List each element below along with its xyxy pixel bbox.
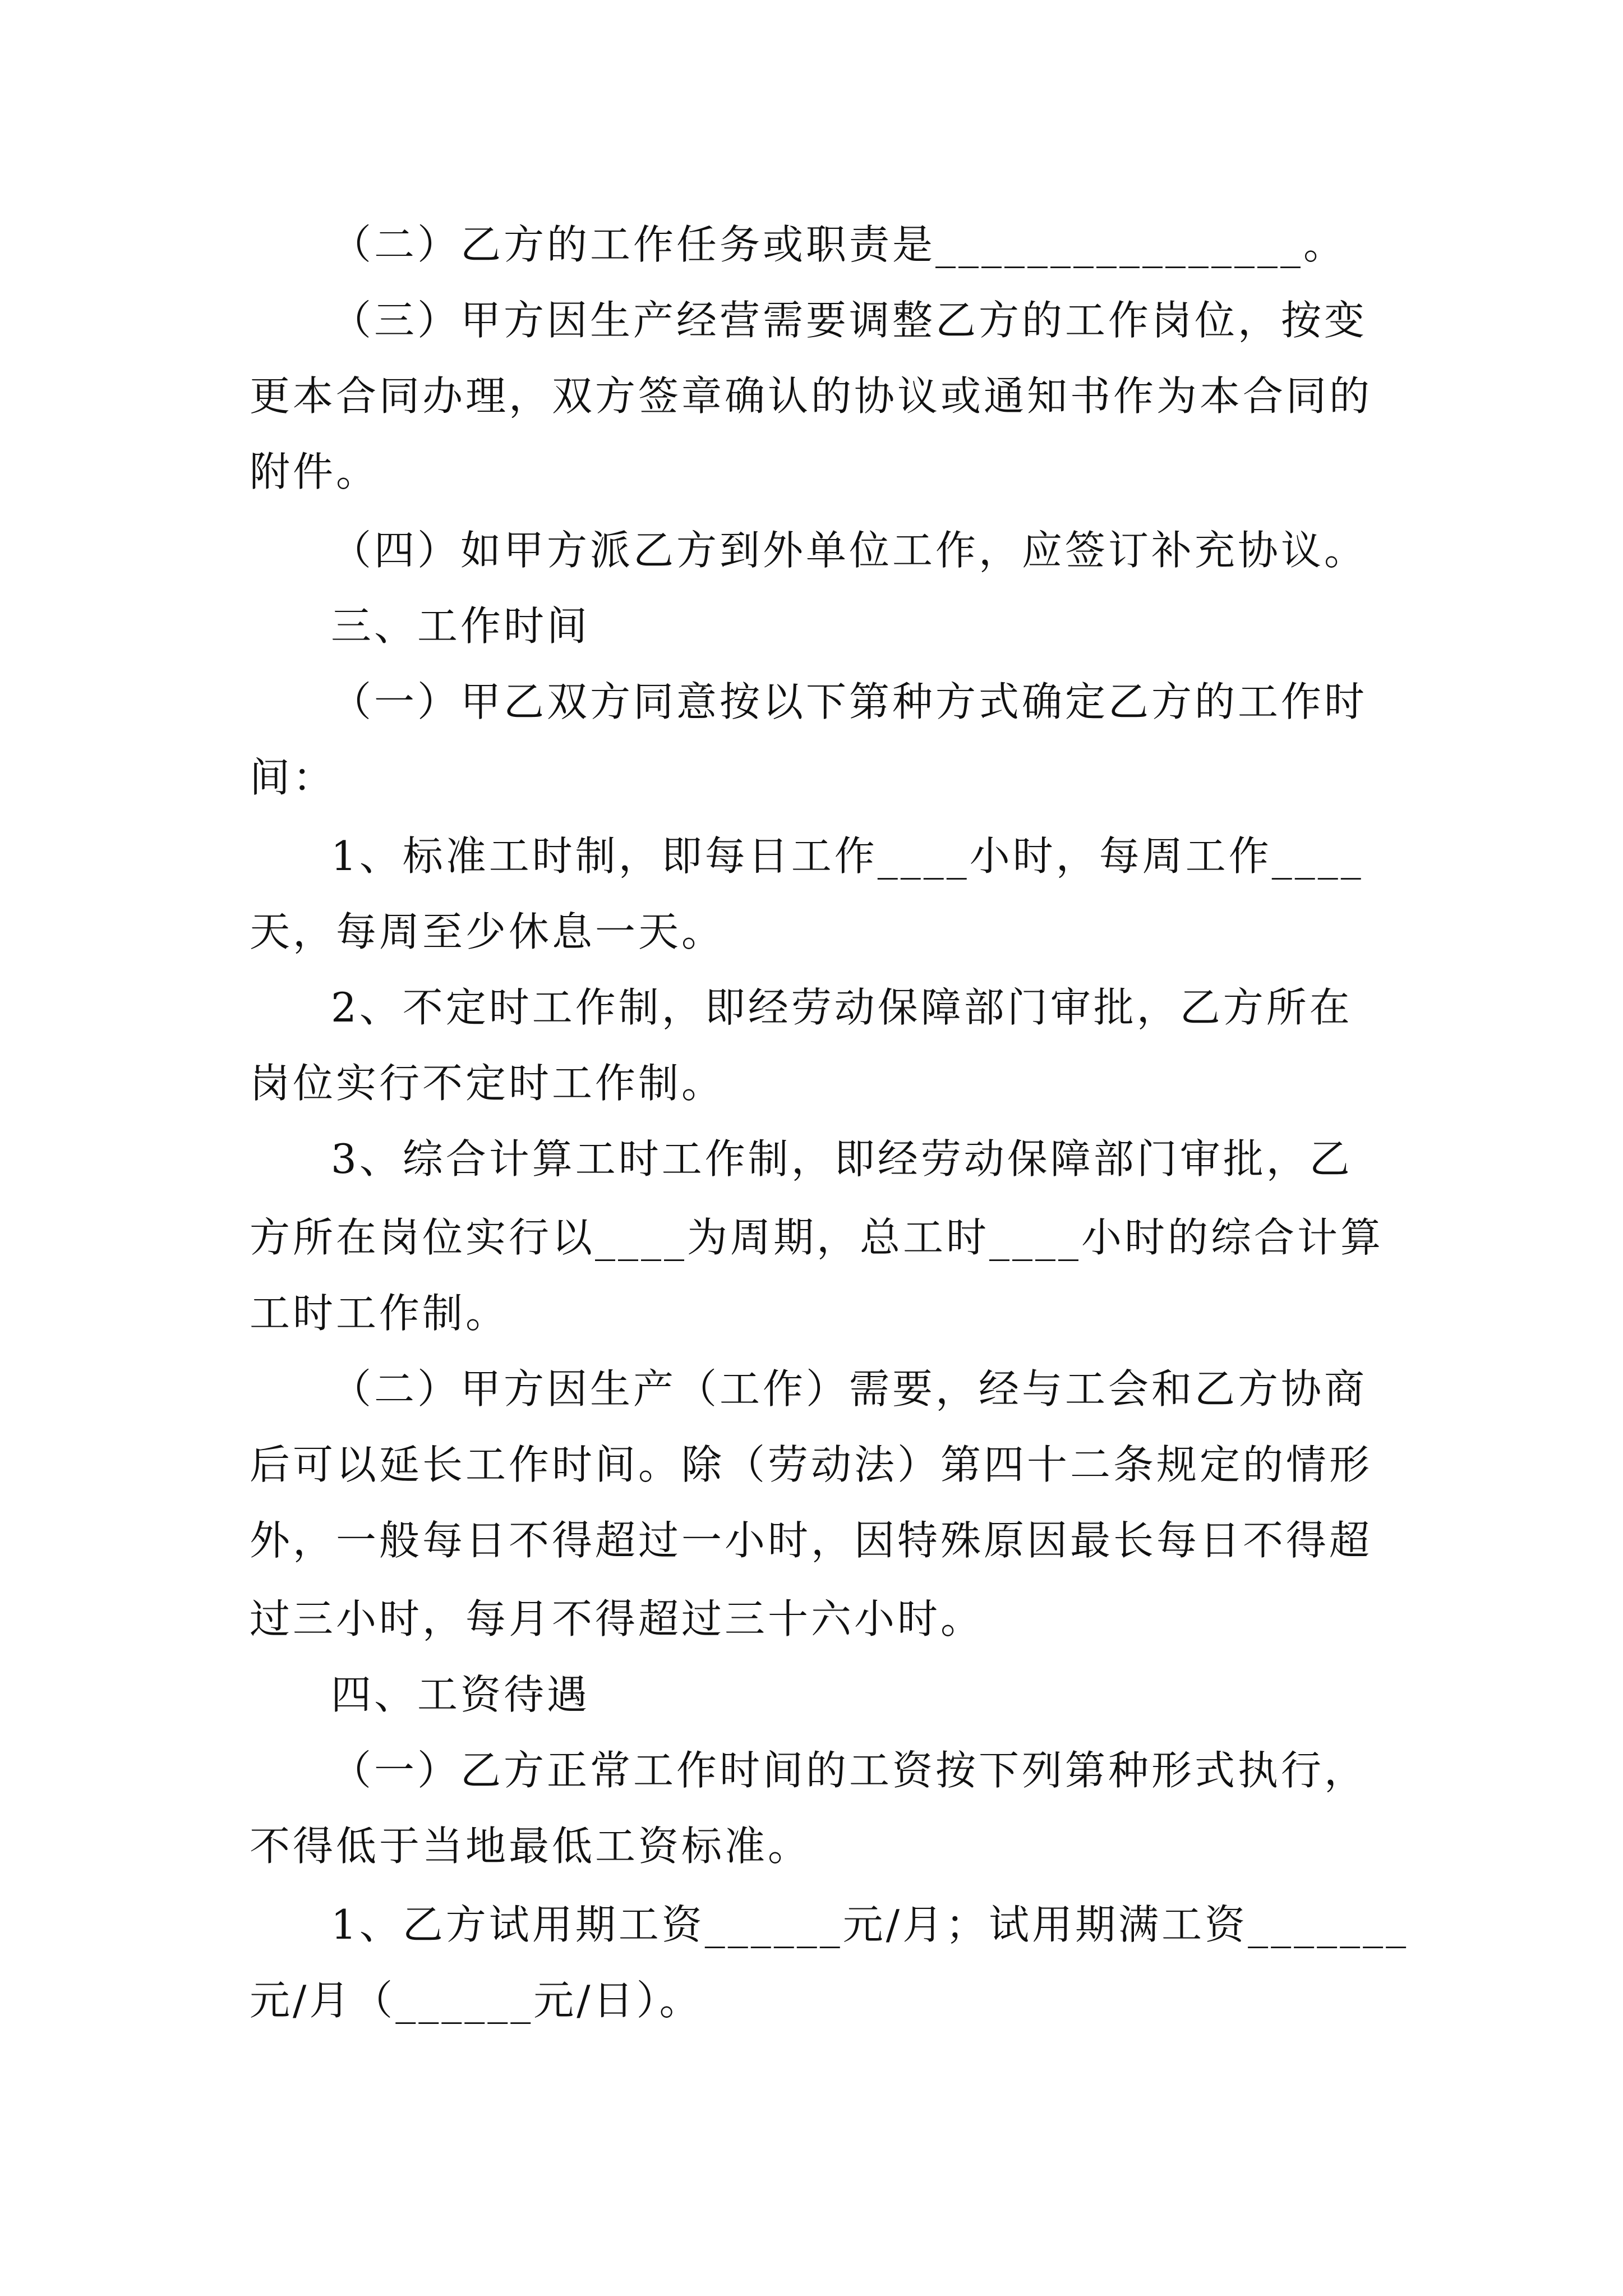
paragraph-line-11: 2、不定时工作制，即经劳动保障部门审批，乙方所在	[331, 984, 1353, 1031]
paragraph-line-23: 1、乙方试用期工资______元/月；试用期满工资_______	[331, 1901, 1409, 1948]
paragraph-line-10: 天，每周至少休息一天。	[250, 908, 725, 955]
paragraph-line-15: 工时工作制。	[250, 1290, 509, 1337]
paragraph-line-19: 过三小时，每月不得超过三十六小时。	[250, 1595, 984, 1642]
paragraph-line-4: 附件。	[250, 448, 380, 495]
paragraph-line-22: 不得低于当地最低工资标准。	[250, 1823, 811, 1870]
paragraph-line-21: （一）乙方正常工作时间的工资按下列第种形式执行，	[331, 1747, 1368, 1794]
paragraph-line-9: 1、标准工时制，即每日工作____小时，每周工作____	[331, 832, 1364, 880]
paragraph-line-17: 后可以延长工作时间。除（劳动法）第四十二条规定的情形	[250, 1441, 1373, 1488]
paragraph-line-12: 岗位实行不定时工作制。	[250, 1060, 725, 1107]
paragraph-line-1: （二）乙方的工作任务或职责是________________。	[331, 221, 1347, 268]
paragraph-line-2: （三）甲方因生产经营需要调整乙方的工作岗位，按变	[331, 297, 1368, 344]
paragraph-line-3: 更本合同办理，双方签章确认的协议或通知书作为本合同的	[250, 372, 1373, 420]
paragraph-line-5: （四）如甲方派乙方到外单位工作，应签订补充协议。	[331, 527, 1368, 574]
paragraph-line-24: 元/月（______元/日）。	[250, 1977, 703, 2024]
paragraph-line-7: （一）甲乙双方同意按以下第种方式确定乙方的工作时	[331, 678, 1368, 725]
section-heading-wages: 四、工资待遇	[331, 1671, 591, 1718]
paragraph-line-14: 方所在岗位实行以____为周期，总工时____小时的综合计算	[250, 1214, 1384, 1261]
paragraph-line-18: 外，一般每日不得超过一小时，因特殊原因最长每日不得超	[250, 1517, 1373, 1564]
section-heading-work-time: 三、工作时间	[331, 602, 591, 650]
paragraph-line-8: 间：	[250, 754, 336, 801]
paragraph-line-16: （二）甲方因生产（工作）需要，经与工会和乙方协商	[331, 1365, 1368, 1412]
paragraph-line-13: 3、综合计算工时工作制，即经劳动保障部门审批，乙	[331, 1135, 1353, 1182]
